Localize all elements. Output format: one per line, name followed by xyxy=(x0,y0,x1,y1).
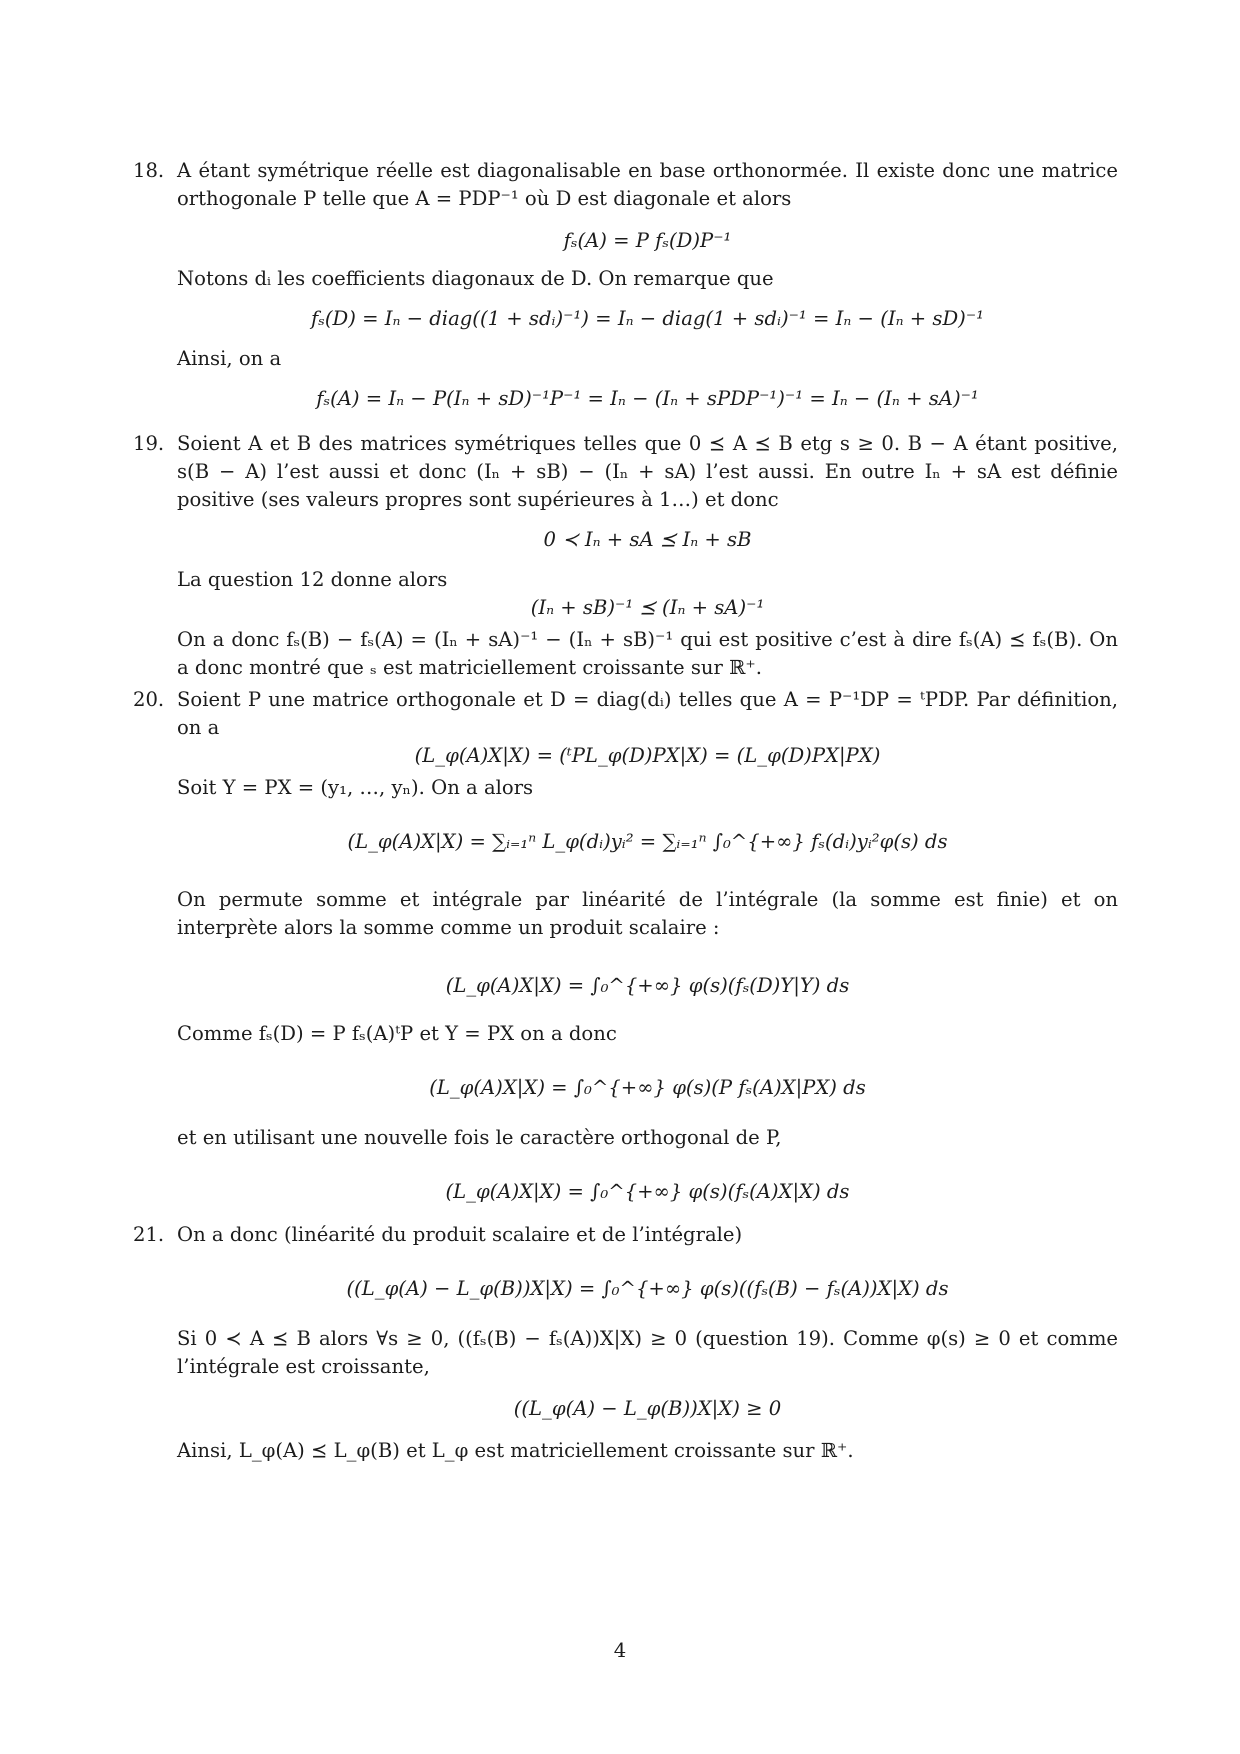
paragraph: Notons dᵢ les coefficients diagonaux de D. On remarque que xyxy=(177,267,774,290)
item-19 xyxy=(133,430,1118,682)
paragraph: et en utilisant une nouvelle fois le caractère orthogonal de P, xyxy=(177,1126,782,1149)
item-body xyxy=(177,430,1118,682)
item-number: 19. xyxy=(133,432,165,455)
equation: (Iₙ + sB)⁻¹ ⪯ (Iₙ + sA)⁻¹ xyxy=(530,596,765,619)
item-body xyxy=(177,1221,1118,1465)
equation: 0 ≺ Iₙ + sA ⪯ Iₙ + sB xyxy=(543,528,752,551)
paragraph: Soit Y = PX = (y₁, …, yₙ). On a alors xyxy=(177,776,534,799)
item-18 xyxy=(133,157,1118,413)
item-number: 20. xyxy=(133,688,165,711)
equation: (L_φ(A)X|X) = ∫₀^{+∞} φ(s)(fₛ(A)X|X) ds xyxy=(445,1180,850,1203)
equation: (L_φ(A)X|X) = ∫₀^{+∞} φ(s)(fₛ(D)Y|Y) ds xyxy=(445,974,850,997)
item-number: 21. xyxy=(133,1223,165,1246)
paragraph: Comme fₛ(D) = P fₛ(A)ᵗP et Y = PX on a donc xyxy=(177,1022,617,1045)
equation: ((L_φ(A) − L_φ(B))X|X) = ∫₀^{+∞} φ(s)((fₛ(B) − fₛ(A))X|X) ds xyxy=(346,1277,949,1300)
item-21 xyxy=(133,1221,1118,1465)
paragraph: On permute somme et intégrale par linéarité de l’intégrale (la somme est finie) et on interprète alors la somme comme un produit scalaire : xyxy=(177,888,1118,939)
paragraph: Ainsi, L_φ(A) ⪯ L_φ(B) et L_φ est matriciellement croissante sur ℝ⁺. xyxy=(177,1439,854,1462)
equation: (L_φ(A)X|X) = ∑ᵢ₌₁ⁿ L_φ(dᵢ)yᵢ² = ∑ᵢ₌₁ⁿ ∫₀^{+∞} fₛ(dᵢ)yᵢ²φ(s) ds xyxy=(347,830,948,853)
item-20 xyxy=(133,686,1118,1206)
paragraph: La question 12 donne alors xyxy=(177,568,448,591)
paragraph: On a donc (linéarité du produit scalaire et de l’intégrale) xyxy=(177,1223,743,1246)
item-number: 18. xyxy=(133,159,165,182)
equation: ((L_φ(A) − L_φ(B))X|X) ≥ 0 xyxy=(513,1397,782,1420)
paragraph: On a donc fₛ(B) − fₛ(A) = (Iₙ + sA)⁻¹ − (Iₙ + sB)⁻¹ qui est positive c’est à dire fₛ(A) ⪯ fₛ(B). On a donc montré que ₛ est matriciellement croissante sur ℝ⁺. xyxy=(177,628,1118,679)
paragraph: Soient A et B des matrices symétriques telles que 0 ⪯ A ⪯ B etg s ≥ 0. B − A étant positive, s(B − A) l’est aussi et donc (Iₙ + sB) − (Iₙ + sA) l’est aussi. En outre Iₙ + sA est définie positive (ses valeurs propres sont supérieures à 1…) et donc xyxy=(177,432,1118,511)
equation: fₛ(A) = Iₙ − P(Iₙ + sD)⁻¹P⁻¹ = Iₙ − (Iₙ + sPDP⁻¹)⁻¹ = Iₙ − (Iₙ + sA)⁻¹ xyxy=(316,387,979,410)
item-body xyxy=(177,157,1118,413)
equation: fₛ(A) = P fₛ(D)P⁻¹ xyxy=(563,229,732,252)
equation: (L_φ(A)X|X) = (ᵗPL_φ(D)PX|X) = (L_φ(D)PX|PX) xyxy=(414,744,881,767)
paragraph: A étant symétrique réelle est diagonalisable en base orthonormée. Il existe donc une matrice orthogonale P telle que A = PDP⁻¹ où D est diagonale et alors xyxy=(177,159,1118,210)
page-number: 4 xyxy=(613,1639,627,1662)
item-body xyxy=(177,686,1118,1206)
paragraph: Soient P une matrice orthogonale et D = diag(dᵢ) telles que A = P⁻¹DP = ᵗPDP. Par définition, on a xyxy=(177,688,1118,739)
equation: fₛ(D) = Iₙ − diag((1 + sdᵢ)⁻¹) = Iₙ − diag(1 + sdᵢ)⁻¹ = Iₙ − (Iₙ + sD)⁻¹ xyxy=(310,307,985,330)
equation: (L_φ(A)X|X) = ∫₀^{+∞} φ(s)(P fₛ(A)X|PX) ds xyxy=(429,1076,866,1099)
paragraph: Ainsi, on a xyxy=(177,347,282,370)
paragraph: Si 0 ≺ A ⪯ B alors ∀s ≥ 0, ((fₛ(B) − fₛ(A))X|X) ≥ 0 (question 19). Comme φ(s) ≥ 0 et comme l’intégrale est croissante, xyxy=(177,1327,1118,1378)
